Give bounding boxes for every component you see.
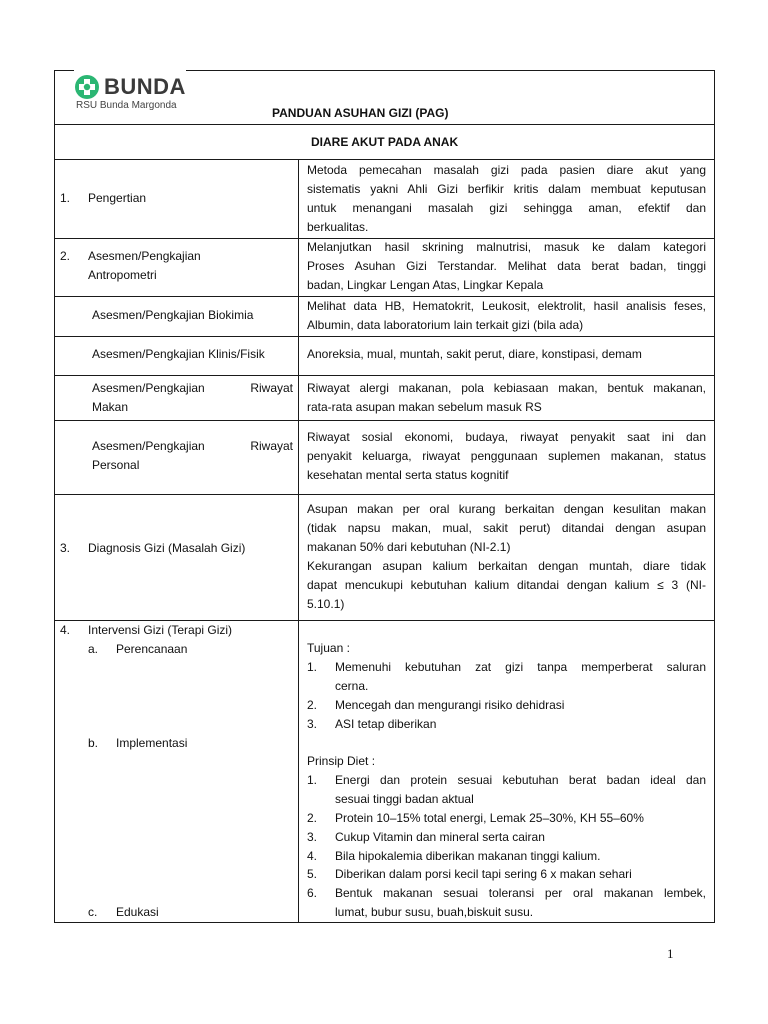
row-label-biokimia: Asesmen/Pengkajian Biokimia bbox=[92, 308, 254, 322]
row-divider bbox=[54, 124, 715, 125]
row-label-antropometri: Antropometri bbox=[88, 268, 157, 282]
row-divider bbox=[54, 70, 74, 71]
list-number: 5. bbox=[307, 867, 318, 881]
column-divider bbox=[298, 159, 299, 923]
row-label-klinis: Asesmen/Pengkajian Klinis/Fisik bbox=[92, 347, 265, 361]
sub-label-implementasi: Implementasi bbox=[116, 736, 188, 750]
content-line: badan, Lingkar Lengan Atas, Lingkar Kepala bbox=[307, 278, 544, 292]
row-label-riwayat-personal: Personal bbox=[92, 458, 140, 472]
sub-letter: b. bbox=[88, 736, 99, 750]
sub-letter: c. bbox=[88, 905, 98, 919]
list-item: Protein 10–15% total energi, Lemak 25–30%, KH 55–60% bbox=[335, 811, 644, 825]
sub-label-perencanaan: Perencanaan bbox=[116, 642, 188, 656]
content-line: makanan 50% dari kebutuhan (NI-2.1) bbox=[307, 540, 511, 554]
content-line: kesehatan mental serta status kognitif bbox=[307, 468, 509, 482]
sub-label-edukasi: Edukasi bbox=[116, 905, 159, 919]
content-line: Proses Asuhan Gizi Terstandar. Melihat data berat badan, tinggi bbox=[307, 259, 706, 273]
row-label-pengertian: Pengertian bbox=[88, 191, 147, 205]
document-title: PANDUAN ASUHAN GIZI (PAG) bbox=[272, 106, 449, 120]
content-line: Anoreksia, mual, muntah, sakit perut, diare, konstipasi, demam bbox=[307, 347, 642, 361]
list-item: Energi dan protein sesuai kebutuhan berat badan ideal dan bbox=[335, 773, 706, 787]
list-item: Mencegah dan mengurangi risiko dehidrasi bbox=[335, 698, 565, 712]
list-item: Bila hipokalemia diberikan makanan tinggi kalium. bbox=[335, 849, 601, 863]
prinsip-heading: Prinsip Diet : bbox=[307, 754, 376, 768]
list-item: sesuai tinggi badan aktual bbox=[335, 792, 474, 806]
content-line: Riwayat sosial ekonomi, budaya, riwayat penyakit saat ini dan bbox=[307, 430, 706, 444]
row-number: 3. bbox=[60, 541, 71, 555]
list-number: 3. bbox=[307, 717, 318, 731]
sub-letter: a. bbox=[88, 642, 99, 656]
list-number: 4. bbox=[307, 849, 318, 863]
row-divider bbox=[54, 336, 715, 337]
table-border-left bbox=[54, 70, 55, 923]
content-line: Melanjutkan hasil skrining malnutrisi, masuk ke dalam kategori bbox=[307, 240, 706, 254]
row-label-riwayat-makan: Asesmen/Pengkajian Riwayat bbox=[92, 381, 293, 395]
tujuan-heading: Tujuan : bbox=[307, 641, 350, 655]
logo-subtitle: RSU Bunda Margonda bbox=[76, 100, 177, 111]
logo-brand: BUNDA bbox=[104, 74, 186, 99]
list-item: Cukup Vitamin dan mineral serta cairan bbox=[335, 830, 545, 844]
hospital-cross-logo-icon bbox=[74, 74, 100, 100]
row-label-intervensi: Intervensi Gizi (Terapi Gizi) bbox=[88, 623, 233, 637]
list-number: 1. bbox=[307, 660, 318, 674]
list-item: Diberikan dalam porsi kecil tapi sering 6 x makan sehari bbox=[335, 867, 632, 881]
row-divider bbox=[54, 375, 715, 376]
content-line: untuk menangani masalah gizi sehingga aman, efektif dan bbox=[307, 201, 706, 215]
row-number: 1. bbox=[60, 191, 71, 205]
content-line: Riwayat alergi makanan, pola kebiasaan makan, bentuk makanan, bbox=[307, 381, 706, 395]
content-line: Metoda pemecahan masalah gizi pada pasien diare akut yang bbox=[307, 163, 706, 177]
document-subtitle: DIARE AKUT PADA ANAK bbox=[311, 135, 459, 149]
content-line: dapat mencukupi kebutuhan kalium ditandai dengan kalium ≤ 3 (NI- bbox=[307, 578, 706, 592]
table-border-top bbox=[186, 70, 715, 71]
list-item: lumat, bubur susu, buah,biskuit susu. bbox=[335, 905, 534, 919]
content-line: (tidak napsu makan, mual, sakit perut) ditandai dengan asupan bbox=[307, 521, 706, 535]
row-divider bbox=[54, 494, 715, 495]
row-label-riwayat-personal: Asesmen/Pengkajian Riwayat bbox=[92, 439, 293, 453]
list-item: Bentuk makanan sesuai toleransi per oral makanan lembek, bbox=[335, 886, 706, 900]
list-item: Memenuhi kebutuhan zat gizi tanpa memperberat saluran bbox=[335, 660, 706, 674]
row-label-diagnosis: Diagnosis Gizi (Masalah Gizi) bbox=[88, 541, 246, 555]
row-number: 4. bbox=[60, 623, 71, 637]
content-line: Asupan makan per oral kurang berkaitan dengan kesulitan makan bbox=[307, 502, 706, 516]
table-border-right bbox=[714, 70, 715, 923]
list-number: 3. bbox=[307, 830, 318, 844]
content-line: penyakit keluarga, riwayat penggunaan suplemen makanan, status bbox=[307, 449, 706, 463]
content-line: Melihat data HB, Hematokrit, Leukosit, elektrolit, hasil analisis feses, bbox=[307, 299, 706, 313]
row-label-antropometri: Asesmen/Pengkajian bbox=[88, 249, 201, 263]
row-divider bbox=[54, 159, 715, 160]
list-item: ASI tetap diberikan bbox=[335, 717, 437, 731]
list-number: 6. bbox=[307, 886, 318, 900]
row-label-riwayat-makan: Makan bbox=[92, 400, 129, 414]
list-number: 1. bbox=[307, 773, 318, 787]
list-item: cerna. bbox=[335, 679, 369, 693]
content-line: rata-rata asupan makan sebelum masuk RS bbox=[307, 400, 542, 414]
content-line: 5.10.1) bbox=[307, 597, 345, 611]
table-border-bottom bbox=[54, 922, 715, 923]
content-line: berkualitas. bbox=[307, 220, 369, 234]
page-number: 1 bbox=[667, 946, 674, 961]
content-line: Kekurangan asupan kalium berkaitan dengan muntah, diare tidak bbox=[307, 559, 706, 573]
content-line: sistematis yakni Ahli Gizi berfikir kritis dalam membuat keputusan bbox=[307, 182, 706, 196]
list-number: 2. bbox=[307, 811, 318, 825]
row-divider bbox=[54, 420, 715, 421]
content-line: Albumin, data laboratorium lain terkait gizi (bila ada) bbox=[307, 318, 584, 332]
list-number: 2. bbox=[307, 698, 318, 712]
row-number: 2. bbox=[60, 249, 71, 263]
